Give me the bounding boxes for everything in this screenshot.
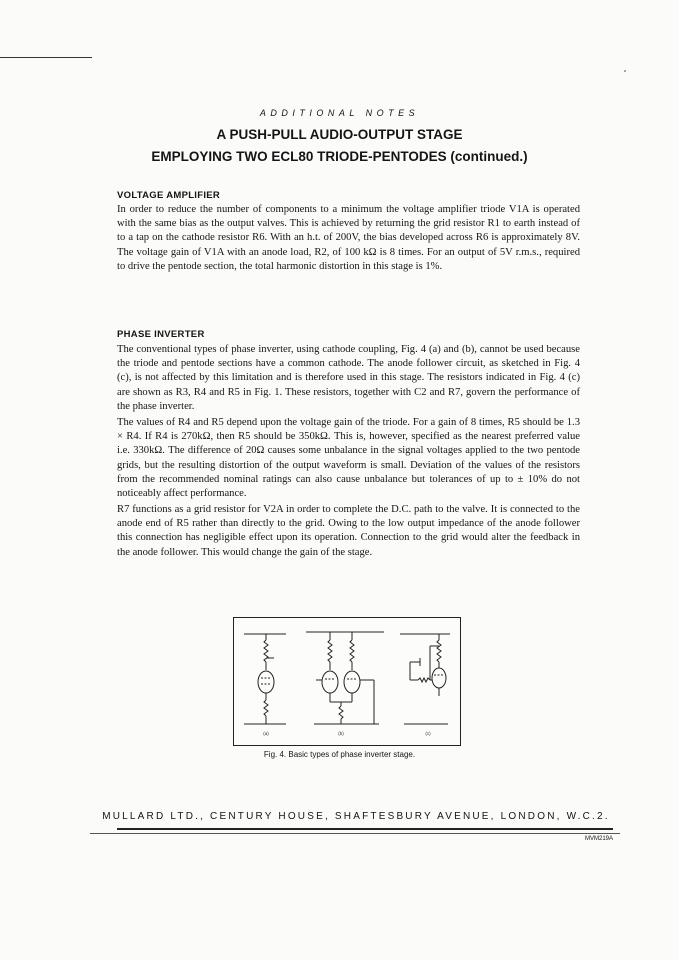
document-code: MVM219A	[584, 836, 613, 842]
footer-rule-thick	[117, 828, 613, 830]
heading-phase-inverter: PHASE INVERTER	[117, 329, 205, 340]
label-b: (b)	[338, 731, 344, 736]
top-left-rule	[0, 57, 92, 58]
footer-address: MULLARD LTD., CENTURY HOUSE, SHAFTESBURY AVENUE, LONDON, W.C.2.	[102, 811, 610, 822]
page-title-line2: EMPLOYING TWO ECL80 TRIODE-PENTODES (continued.)	[151, 149, 528, 164]
circuit-c	[400, 634, 450, 724]
circuit-b	[306, 632, 384, 724]
paragraph-phase-inverter-2: The values of R4 and R5 depend upon the voltage gain of the triode. For a gain of 8 times, R5 should be 1.3 × R4. If R4 is 270kΩ, then R5 should be 350kΩ. This is, however, specified as the nearest preferred value i.e. 330kΩ. The difference of 20Ω causes some unbalance in the signal voltages applied to the two pentode grids, but the resulting distortion of the output waveform is small. Deviation of the values of the resistors from the recommended nominal ratings can also cause unbalance but tolerances of up to ± 10% do not noticeably affect performance.	[117, 417, 580, 500]
figure-caption: Fig. 4. Basic types of phase inverter stage.	[263, 750, 416, 759]
label-a: (a)	[263, 731, 269, 736]
footer-rule-thin	[90, 833, 620, 834]
phase-inverter-schematic	[234, 618, 460, 745]
paragraph-phase-inverter-1: The conventional types of phase inverter, using cathode coupling, Fig. 4 (a) and (b), cannot be used because the triode and pentode sections have a common cathode. The anode follower circuit, as sketched in Fig. 4 (c), is not affected by this limitation and is therefore used in this stage. The resistors indicated in Fig. 4 (c) are shown as R3, R4 and R5 in Fig. 1. These resistors, together with C2 and R7, govern the performance of the phase inverter.	[117, 344, 580, 412]
paragraph-voltage-amplifier: In order to reduce the number of components to a minimum the voltage amplifier triode V1A is operated with the same bias as the output valves. This is achieved by returning the grid resistor R1 to earth instead of to a tap on the cathode resistor R6. With an h.t. of 200V, the bias developed across R6 is approximately 8V. The voltage gain of V1A with an anode load, R2, of 100 kΩ is 8 times. For an output of 5V r.m.s., required to drive the pentode section, the total harmonic distortion in this stage is 1%.	[117, 204, 580, 272]
figure-4-box	[233, 617, 461, 746]
label-c: (c)	[425, 731, 431, 736]
kicker: ADDITIONAL NOTES	[259, 108, 420, 118]
paragraph-phase-inverter-3: R7 functions as a grid resistor for V2A in order to complete the D.C. path to the valve. It is connected to the anode end of R5 rather than directly to the grid. Owing to the low output impedance of the anode follower this connection has negligible effect upon its operation. Connection to the grid would alter the feedback in the anode follower. This would change the gain of the stage.	[117, 504, 580, 558]
page-title-line1: A PUSH-PULL AUDIO-OUTPUT STAGE	[216, 127, 463, 142]
heading-voltage-amplifier: VOLTAGE AMPLIFIER	[117, 190, 221, 201]
circuit-a	[244, 634, 286, 724]
scan-speck	[624, 70, 626, 72]
